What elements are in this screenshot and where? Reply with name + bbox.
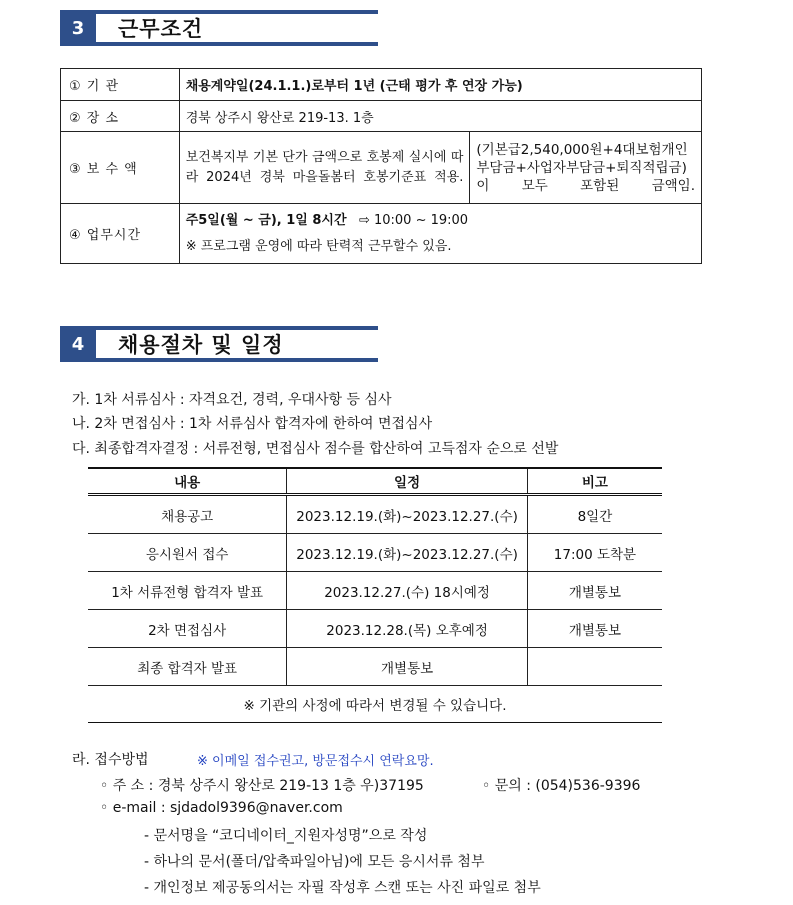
table-cell: 2023.12.19.(화)~2023.12.27.(수) — [287, 495, 528, 534]
cond-value-period: 채용계약일(24.1.1.)로부터 1년 (근태 평가 후 연장 가능) — [179, 69, 701, 101]
apply-notice: ※ 이메일 접수권고, 방문접수시 연락요망. — [197, 754, 434, 769]
table-cell: 2023.12.19.(화)~2023.12.27.(수) — [287, 534, 528, 572]
apply-bullet-consent: - 개인정보 제공동의서는 자필 작성후 스캔 또는 사진 파일로 첨부 — [144, 880, 541, 896]
step-document-review: 가. 1차 서류심사 : 자격요건, 경력, 우대사항 등 심사 — [72, 392, 392, 408]
table-cell: 최종 합격자 발표 — [88, 648, 287, 686]
apply-contact: ◦ 문의 : (054)536-9396 — [482, 778, 641, 794]
table-cell: 개별통보 — [527, 572, 662, 610]
table-cell: 1차 서류전형 합격자 발표 — [88, 572, 287, 610]
schedule-header-content: 내용 — [88, 468, 287, 495]
cond-value-hours — [179, 204, 701, 264]
cond-label-period: ① 기 관 — [61, 69, 180, 101]
apply-email: ◦ e-mail : sjdadol9396@naver.com — [100, 800, 343, 816]
step-interview: 나. 2차 면접심사 : 1차 서류심사 합격자에 한하여 면접심사 — [72, 416, 433, 432]
cond-value-salary-detail: (기본급2,540,000원+4대보험개인부담금+사업자부담금+퇴직적립금)이 모두 포함된 금액임. — [470, 132, 702, 204]
table-row — [88, 610, 662, 648]
table-cell: 2023.12.27.(수) 18시예정 — [287, 572, 528, 610]
apply-bullet-single-file: - 하나의 문서(폴더/압축파일아님)에 모든 응시서류 첨부 — [144, 854, 485, 870]
schedule-table — [88, 467, 662, 723]
table-cell: 채용공고 — [88, 495, 287, 534]
table-cell: 2차 면접심사 — [88, 610, 287, 648]
cond-label-place: ② 장 소 — [61, 101, 180, 132]
table-cell: 개별통보 — [527, 610, 662, 648]
section-4-title: 채용절차 및 일정 — [118, 333, 284, 357]
apply-bullet-filename: - 문서명을 “코디네이터_지원자성명”으로 작성 — [144, 828, 428, 844]
hours-note: ※ 프로그램 운영에 따라 탄력적 근무할수 있음. — [185, 238, 452, 254]
table-row — [88, 534, 662, 572]
section-4-number: 4 — [60, 326, 96, 362]
section-3-header — [60, 10, 378, 46]
table-cell — [527, 648, 662, 686]
table-cell: 17:00 도착분 — [527, 534, 662, 572]
schedule-note-row — [88, 686, 662, 723]
schedule-header-date: 일정 — [287, 468, 528, 495]
cond-value-salary-basis: 보건복지부 기본 단가 금액으로 호봉제 실시에 따라 2024년 경북 마을돌봄터 호봉기준표 적용. — [179, 132, 470, 204]
section-4-bottom-rule — [96, 358, 378, 362]
table-row — [88, 495, 662, 534]
schedule-note: ※ 기관의 사정에 따라서 변경될 수 있습니다. — [88, 686, 662, 723]
section-4-header — [60, 326, 378, 362]
section-3-bottom-rule — [96, 42, 378, 46]
schedule-header-remarks: 비고 — [527, 468, 662, 495]
hours-days: 주5일(월 ~ 금), 1일 8시간 — [185, 212, 347, 228]
cond-label-hours: ④ 업무시간 — [61, 204, 180, 264]
schedule-header-row — [88, 468, 662, 495]
table-cell: 개별통보 — [287, 648, 528, 686]
table-row — [88, 648, 662, 686]
section-3-number: 3 — [60, 10, 96, 46]
step-final-decision: 다. 최종합격자결정 : 서류전형, 면접심사 점수를 합산하여 고득점자 순으로 선발 — [72, 441, 559, 457]
cond-value-place: 경북 상주시 왕산로 219-13. 1층 — [179, 101, 701, 132]
table-row — [88, 572, 662, 610]
work-conditions-table — [60, 68, 702, 264]
hours-time: ⇨ 10:00 ~ 19:00 — [358, 212, 469, 228]
apply-method-label: 라. 접수방법 — [72, 752, 149, 768]
section-3-title: 근무조건 — [118, 17, 204, 41]
table-cell: 2023.12.28.(목) 오후예정 — [287, 610, 528, 648]
cond-label-salary: ③ 보 수 액 — [61, 132, 180, 204]
table-cell: 응시원서 접수 — [88, 534, 287, 572]
apply-address: ◦ 주 소 : 경북 상주시 왕산로 219-13 1층 우)37195 — [100, 778, 424, 794]
table-cell: 8일간 — [527, 495, 662, 534]
